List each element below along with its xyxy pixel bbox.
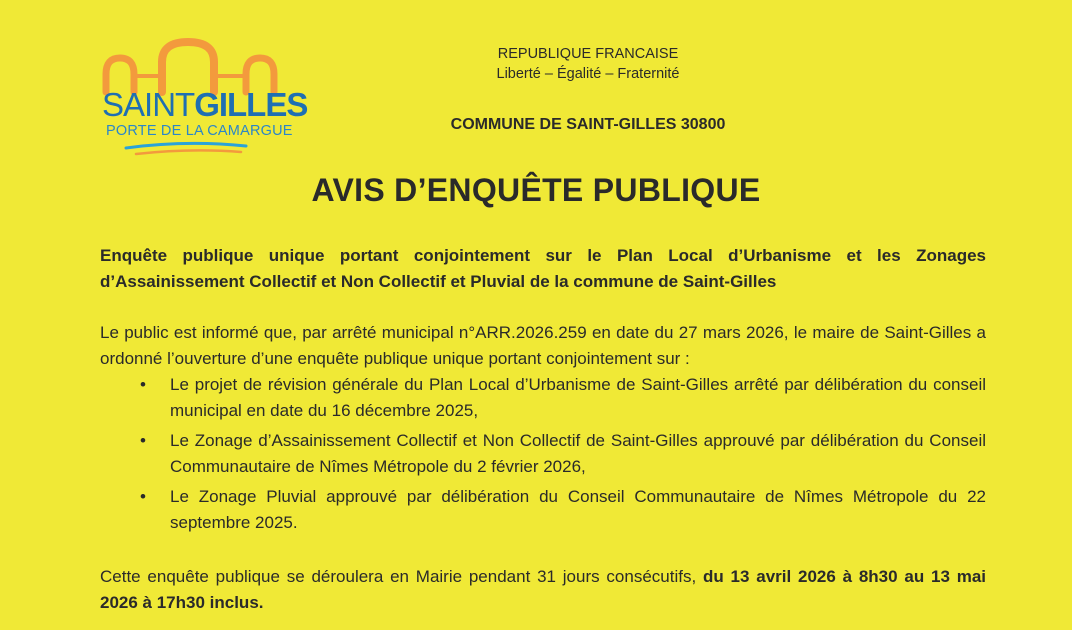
logo-tagline: PORTE DE LA CAMARGUE: [106, 123, 293, 139]
bullet-icon: •: [140, 375, 146, 394]
closing-dates: du 13 avril 2026 à 8h30 au 13 mai 2026 à 17h30 inclus.: [100, 567, 986, 612]
list-item: [100, 428, 986, 480]
list-item-text: Le Zonage Pluvial approuvé par délibération du Conseil Communautaire de Nîmes Métropole du 22 septembre 2025.: [170, 487, 986, 532]
list-item-text: Le Zonage d’Assainissement Collectif et Non Collectif de Saint-Gilles approuvé par délibération du Conseil Communautaire de Nîmes Métropole du 2 février 2026,: [170, 431, 986, 476]
intro-paragraph: Le public est informé que, par arrêté municipal n°ARR.2026.259 en date du 27 mars 2026, le maire de Saint-Gilles a ordonné l’ouverture d’une enquête publique unique portant conjointement sur :: [100, 323, 986, 368]
list-item-text: Le projet de révision générale du Plan Local d’Urbanisme de Saint-Gilles arrêté par délibération du conseil municipal en date du 16 décembre 2025,: [170, 375, 986, 420]
saint-gilles-logo: [96, 36, 308, 160]
bullet-icon: •: [140, 431, 146, 450]
republique-header: [430, 44, 746, 84]
logo-word-saint: SAINT: [102, 86, 195, 123]
lead-paragraph: Enquête publique unique portant conjointement sur le Plan Local d’Urbanisme et les Zonages d’Assainissement Collectif et Non Collectif et Pluvial de la commune de Saint-Gilles: [100, 246, 986, 291]
republique-motto: Liberté – Égalité – Fraternité: [496, 66, 680, 82]
bullet-icon: •: [140, 487, 146, 506]
wave-icon: [96, 140, 296, 160]
bullet-list: [100, 372, 986, 540]
closing-paragraph: [100, 564, 986, 616]
republique-label: REPUBLIQUE FRANCAISE: [497, 46, 679, 62]
closing-text: Cette enquête publique se déroulera en Mairie pendant 31 jours consécutifs,: [100, 567, 703, 586]
page-title: AVIS D’ENQUÊTE PUBLIQUE: [311, 172, 761, 208]
logo-wordmark: [102, 88, 307, 121]
list-item: [100, 484, 986, 536]
commune-name: COMMUNE DE SAINT-GILLES 30800: [450, 116, 726, 133]
logo-word-gilles: GILLES: [194, 86, 308, 123]
list-item: [100, 372, 986, 424]
